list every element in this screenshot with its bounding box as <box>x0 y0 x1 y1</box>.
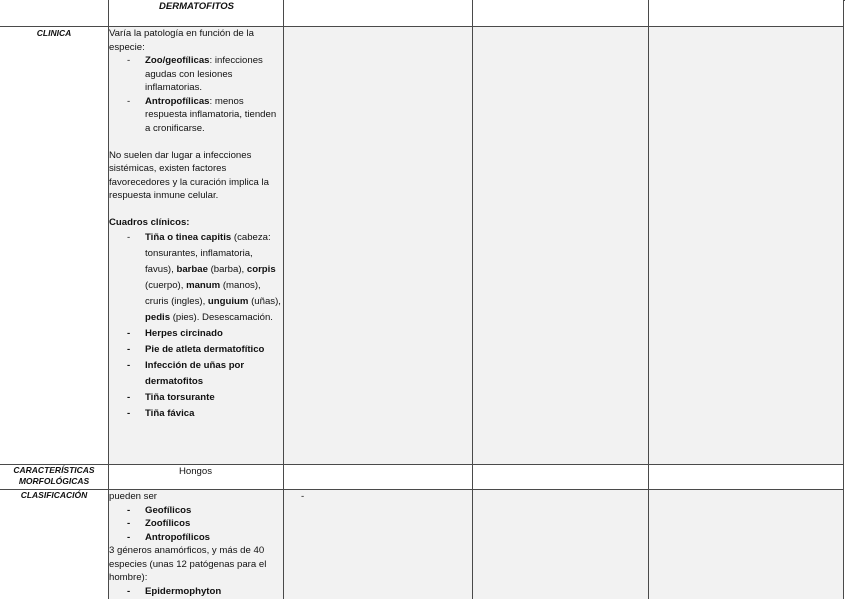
clinica-content-cell <box>109 27 284 465</box>
list-item-tina: - Tiña o tinea capitis (cabeza: tonsurantes, inflamatoria, favus), barbae (barba), corpis (cuerpo), manum (manos), cruris (ingles), unguium (uñas), pedis (pies). Desescamación. <box>127 231 281 323</box>
clasificacion-intro: pueden ser <box>109 491 158 502</box>
clinica-intro: Varía la patología en función de la especie: <box>109 28 254 53</box>
header-cell-4 <box>473 0 649 27</box>
morfologicas-value-cell <box>109 465 284 490</box>
clinica-systemic: No suelen dar lugar a infecciones sistémicas, existen factores favorecedores y la curación implica la respuesta inmune celular. <box>109 149 269 201</box>
header-cell-dermatofitos <box>109 0 284 27</box>
header-cell-5 <box>649 0 844 27</box>
morfologicas-cell-4 <box>473 465 649 490</box>
cuadros-title: Cuadros clínicos: <box>109 217 190 228</box>
list-item: - Geofílicos <box>127 504 192 516</box>
clinica-cell-4 <box>473 27 649 465</box>
morfologicas-label: CARACTERÍSTICAS MORFOLÓGICAS <box>13 465 95 486</box>
clasificacion-content <box>109 490 283 598</box>
list-item: - Herpes circinado <box>127 327 223 339</box>
clinica-label: CLINICA <box>36 28 72 38</box>
list-item: - Epidermophyton <box>127 585 222 597</box>
list-item: - Pie de atleta dermatofítico <box>127 343 265 355</box>
clasificacion-cell-3 <box>284 490 473 599</box>
clasificacion-col3-dash: - <box>301 491 305 502</box>
list-item: - Zoofílicos <box>127 518 191 529</box>
clinica-cell-5 <box>649 27 844 465</box>
list-item: - Antropofílicos <box>127 531 211 543</box>
header-cell-label <box>0 0 109 27</box>
header-cell-3 <box>284 0 473 27</box>
morfologicas-value: Hongos <box>178 466 213 477</box>
clasificacion-label: CLASIFICACIÓN <box>20 490 88 500</box>
morfologicas-cell-3 <box>284 465 473 490</box>
clinica-content <box>109 27 283 422</box>
morfologicas-label-cell <box>0 465 109 490</box>
clasificacion-cell-4 <box>473 490 649 599</box>
clasificacion-content-cell <box>109 490 284 599</box>
list-item: - Tiña fávica <box>127 407 195 419</box>
clasificacion-cell-5 <box>649 490 844 599</box>
list-item: - Infección de uñas por dermatofitos <box>127 359 245 387</box>
clasificacion-generos: 3 géneros anamórficos, y más de 40 especies (unas 12 patógenas para el hombre): <box>109 545 267 583</box>
list-item: - Antropofílicas: menos respuesta inflamatoria, tienden a cronificarse. <box>127 95 277 134</box>
morfologicas-cell-5 <box>649 465 844 490</box>
clasificacion-label-cell <box>0 490 109 599</box>
list-item: - Tiña torsurante <box>127 391 215 403</box>
list-item: - Zoo/geofílicas: infecciones agudas con lesiones inflamatorias. <box>127 55 263 93</box>
clinica-label-cell <box>0 27 109 465</box>
header-title: DERMATOFITOS <box>159 1 234 12</box>
clinica-cell-3 <box>284 27 473 465</box>
